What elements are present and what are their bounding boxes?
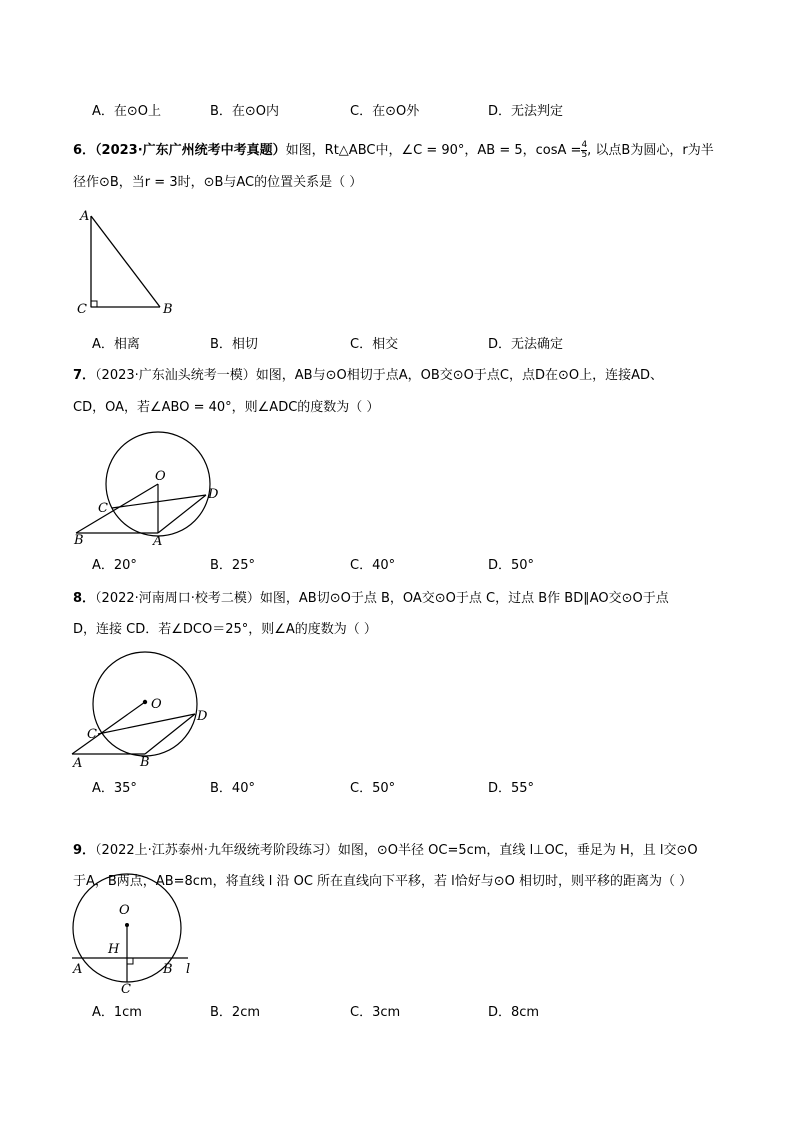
q9-label-b: B bbox=[163, 962, 173, 977]
q7-line1 bbox=[73, 367, 663, 385]
q9-option-c: C．3cm bbox=[350, 1005, 401, 1020]
q6-option-b: B．相切 bbox=[210, 337, 258, 352]
q6-label-c: C bbox=[77, 302, 87, 317]
q8-label-c: C bbox=[87, 727, 97, 742]
q7-option-a: A．20° bbox=[92, 558, 137, 573]
q6-source: （2023·广东广州统考中考真题） bbox=[95, 143, 286, 158]
q6-number: 6． bbox=[73, 143, 96, 158]
q6-right-angle-mark bbox=[91, 301, 97, 307]
q7-number: 7． bbox=[73, 368, 96, 383]
q9-line2: 于A，B两点，AB=8cm，将直线 l 沿 OC 所在直线向下平移，若 l恰好与⊙O 相切时，则平移的距离为（ ） bbox=[73, 874, 693, 889]
q8-line-oa bbox=[72, 702, 145, 754]
q9-label-c: C bbox=[121, 982, 131, 997]
q7-option-c: C．40° bbox=[350, 558, 396, 573]
q6-option-a: A．相离 bbox=[92, 337, 140, 352]
q9-option-b: B．2cm bbox=[210, 1005, 261, 1020]
q9-text1: （2022上·江苏泰州·九年级统考阶段练习）如图，⊙O半径 OC=5cm，直线 l⊥OC，垂足为 H，且 l交⊙O bbox=[95, 843, 698, 858]
q8-number: 8． bbox=[73, 591, 96, 606]
q6-option-d: D．无法确定 bbox=[488, 337, 564, 352]
q7-line2: CD，OA，若∠ABO = 40°，则∠ADC的度数为（ ） bbox=[73, 400, 380, 415]
q5-option-b: B．在⊙O内 bbox=[210, 104, 280, 119]
q6-option-c: C．相交 bbox=[350, 337, 399, 352]
q9-option-a: A．1cm bbox=[92, 1005, 142, 1020]
q6-label-a: A bbox=[80, 209, 90, 224]
q8-option-d: D．55° bbox=[488, 781, 535, 796]
q9-circle-figure bbox=[72, 874, 190, 997]
q7-text1: （2023·广东汕头统考一模）如图，AB与⊙O相切于点A，OB交⊙O于点C，点D在⊙O上，连接AD、 bbox=[95, 368, 663, 383]
q8-line2: D，连接 CD．若∠DCO＝25°，则∠A的度数为（ ） bbox=[73, 622, 377, 637]
q8-option-c: C．50° bbox=[350, 781, 396, 796]
q9-option-d: D．8cm bbox=[488, 1005, 540, 1020]
q7-label-a: A bbox=[153, 534, 163, 549]
q5-option-c: C．在⊙O外 bbox=[350, 104, 420, 119]
q7-line-ob bbox=[76, 484, 158, 533]
q9-label-l: l bbox=[186, 962, 191, 977]
q9-label-o: O bbox=[119, 903, 130, 918]
q9-label-h: H bbox=[108, 942, 120, 957]
q6-label-b: B bbox=[163, 302, 173, 317]
q8-option-b: B．40° bbox=[210, 781, 255, 796]
q9-number: 9． bbox=[73, 843, 96, 858]
q7-label-c: C bbox=[98, 501, 108, 516]
q8-option-a: A．35° bbox=[92, 781, 137, 796]
q6-frac-den: 5 bbox=[581, 150, 588, 160]
q7-label-o: O bbox=[155, 469, 166, 484]
q7-circle-figure bbox=[73, 432, 219, 549]
q8-label-a: A bbox=[73, 756, 83, 771]
q8-line1 bbox=[73, 590, 669, 608]
q9-right-angle-mark bbox=[127, 958, 133, 964]
q6-text: 如图，Rt△ABC中，∠C = 90°，AB = 5，cosA = bbox=[285, 143, 582, 158]
q6-triangle-figure bbox=[77, 209, 173, 317]
q9-line1 bbox=[73, 842, 698, 860]
q6-frac-num: 4 bbox=[581, 140, 588, 150]
q9-label-a: A bbox=[73, 962, 83, 977]
q6-side-ab bbox=[91, 216, 160, 307]
q8-label-b: B bbox=[140, 755, 150, 770]
q5-option-d: D．无法判定 bbox=[488, 104, 564, 119]
q7-option-d: D．50° bbox=[488, 558, 535, 573]
q7-label-d: D bbox=[208, 487, 219, 502]
q7-option-b: B．25° bbox=[210, 558, 255, 573]
q7-label-b: B bbox=[74, 533, 84, 548]
q8-label-o: O bbox=[151, 697, 162, 712]
q5-option-a: A．在⊙O上 bbox=[92, 104, 162, 119]
q8-text1: （2022·河南周口·校考二模）如图，AB切⊙O于点 B，OA交⊙O于点 C，过点 B作 BD∥AO交⊙O于点 bbox=[95, 591, 669, 606]
q8-line-cd bbox=[98, 714, 195, 734]
q8-circle-figure bbox=[72, 652, 208, 771]
q6-line2: 径作⊙B，当r = 3时，⊙B与AC的位置关系是（ ） bbox=[73, 175, 363, 190]
q8-label-d: D bbox=[197, 709, 208, 724]
q6-text-tail: , 以点B为圆心，r为半 bbox=[587, 143, 714, 158]
